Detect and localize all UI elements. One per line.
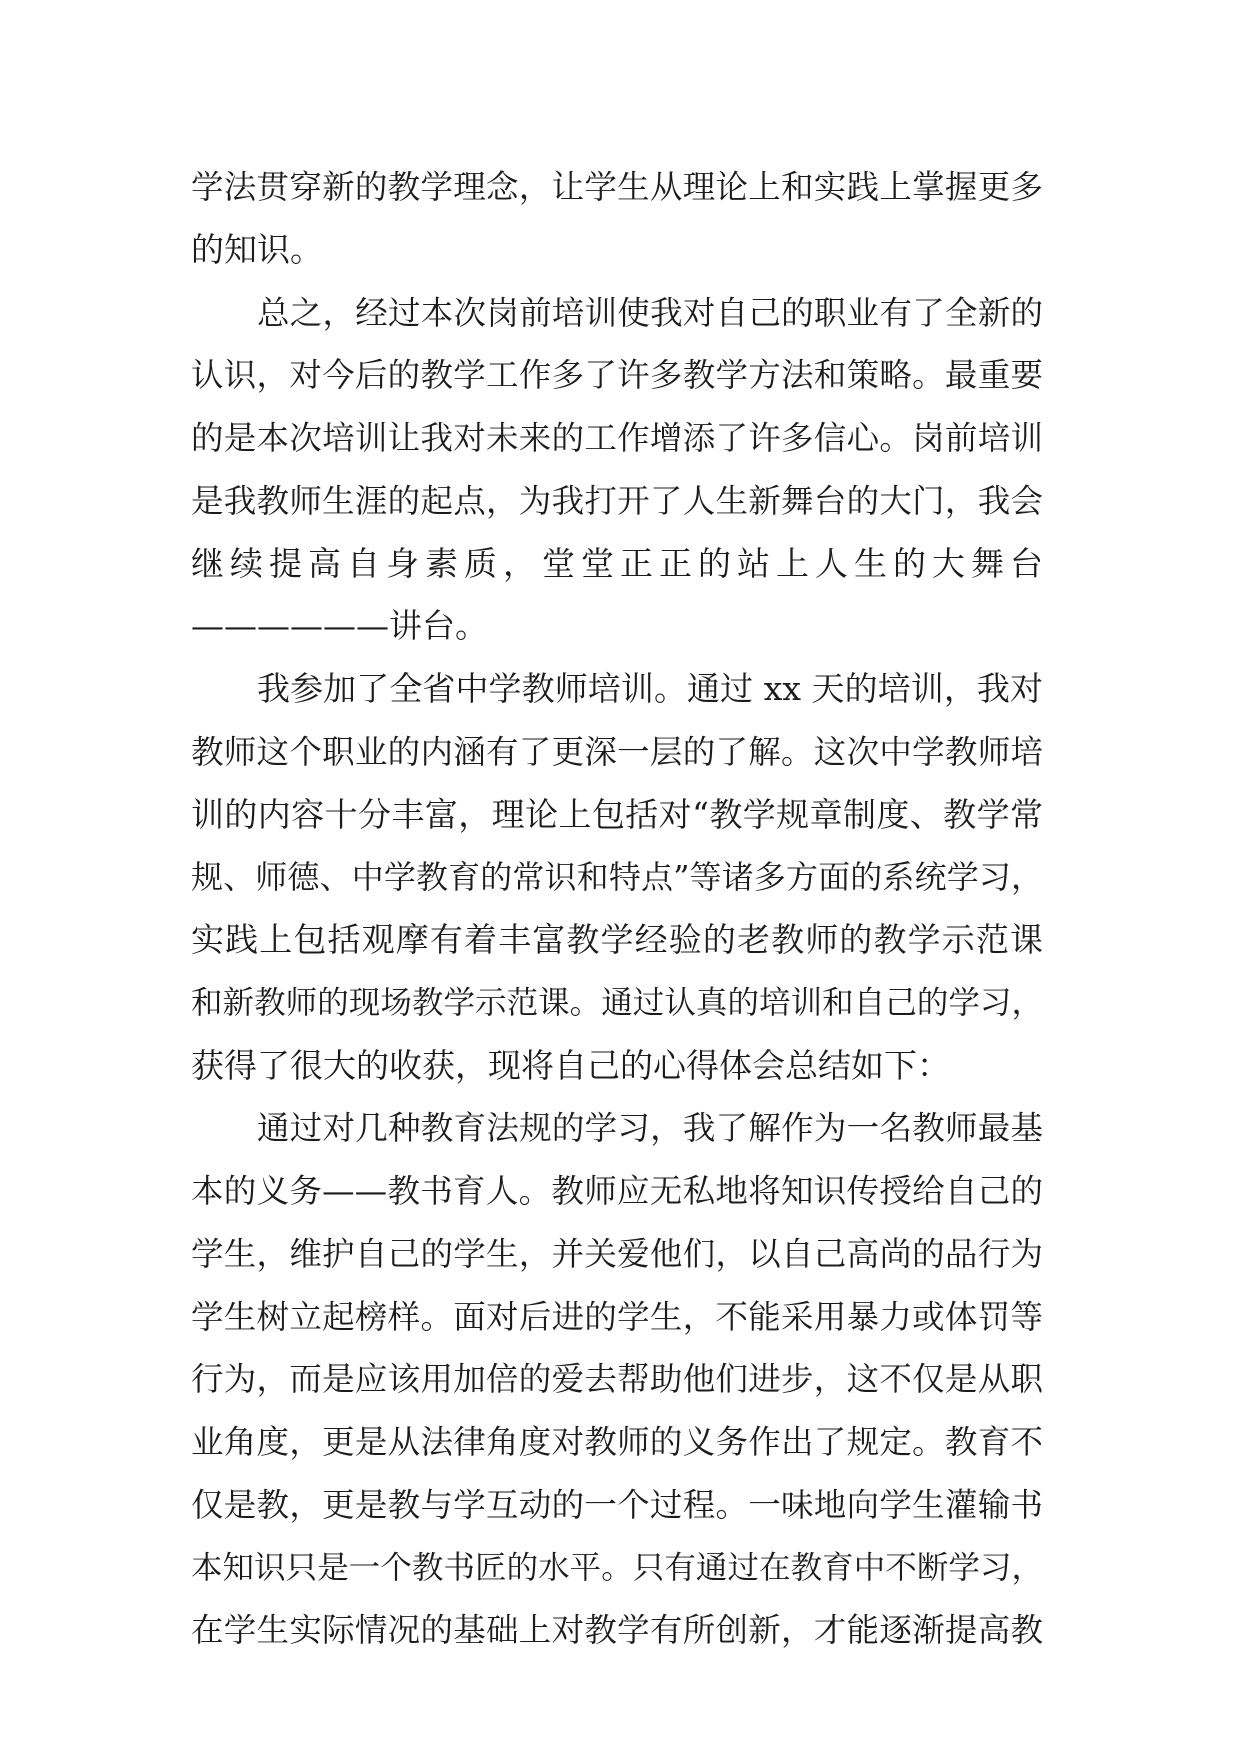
- text-line: 业角度，更是从法律角度对教师的义务作出了规定。教育不: [191, 1423, 1043, 1461]
- text-line: 行为，而是应该用加倍的爱去帮助他们进步，这不仅是从职: [191, 1360, 1043, 1399]
- text-line: 学生树立起榜样。面对后进的学生，不能采用暴力或体罚等: [191, 1297, 1043, 1336]
- text-line: 本的义务——教书育人。教师应无私地将知识传授给自己的: [191, 1172, 1043, 1210]
- text-line: ——————讲台。: [191, 606, 488, 646]
- text-line: 总之，经过本次岗前培训使我对自己的职业有了全新的: [257, 293, 1043, 332]
- text-line: 和新教师的现场教学示范课。通过认真的培训和自己的学习，: [191, 984, 1043, 1021]
- text-line: 认识，对今后的教学工作多了许多教学方法和策略。最重要: [191, 356, 1043, 395]
- text-line: 教师这个职业的内涵有了更深一层的了解。这次中学教师培: [191, 732, 1043, 771]
- text-line: 实践上包括观摩有着丰富教学经验的老教师的教学示范课: [191, 920, 1043, 959]
- text-line: 仅是教，更是教与学互动的一个过程。一味地向学生灌输书: [191, 1485, 1043, 1524]
- text-line: 训的内容十分丰富，理论上包括对“教学规章制度、教学常: [191, 794, 1043, 834]
- text-line: 我参加了全省中学教师培训。通过 xx 天的培训，我对: [257, 669, 1043, 708]
- text-line: 学生，维护自己的学生，并关爱他们，以自己高尚的品行为: [191, 1234, 1043, 1273]
- text-line: 学法贯穿新的教学理念，让学生从理论上和实践上掌握更多: [191, 168, 1043, 206]
- text-line: 通过对几种教育法规的学习，我了解作为一名教师最基: [257, 1109, 1043, 1148]
- text-line: 的知识。: [191, 229, 323, 269]
- text-line: 继续提高自身素质，堂堂正正的站上人生的大舞台: [191, 543, 1043, 583]
- text-line: 本知识只是一个教书匠的水平。只有通过在教育中不断学习，: [191, 1549, 1043, 1586]
- text-line: 规、师德、中学教育的常识和特点”等诸多方面的系统学习，: [191, 858, 1043, 897]
- text-line: 在学生实际情况的基础上对教学有所创新，才能逐渐提高教: [191, 1611, 1043, 1650]
- text-line: 是我教师生涯的起点，为我打开了人生新舞台的大门，我会: [191, 481, 1043, 520]
- document-body: [191, 156, 1043, 1662]
- text-line: 获得了很大的收获，现将自己的心得体会总结如下：: [191, 1045, 950, 1085]
- text-line: 的是本次培训让我对未来的工作增添了许多信心。岗前培训: [191, 419, 1043, 457]
